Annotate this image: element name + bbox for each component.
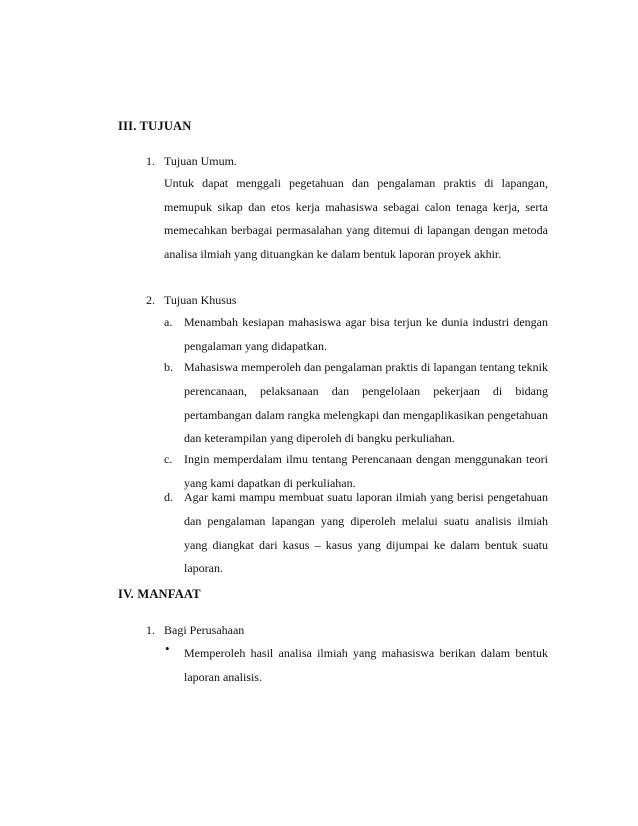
item-title-tujuan-khusus: Tujuan Khusus [164, 293, 237, 307]
list-item-text: Menambah kesiapan mahasiswa agar bisa terjun ke dunia industri dengan pengalaman yang didapatkan. [184, 315, 548, 353]
section-heading-manfaat: IV. MANFAAT [118, 587, 201, 601]
paragraph-tujuan-umum: Untuk dapat menggali pegetahuan dan pengalaman praktis di lapangan, memupuk sikap dan etos kerja mahasiswa sebagai calon tenaga kerja, serta memecahkan berbagai permasalahan yang ditemui di lapangan dengan metoda analisa ilmiah yang dituangkan ke dalam bentuk laporan proyek akhir. [164, 176, 548, 261]
list-item-text: Ingin memperdalam ilmu tentang Perencanaan dengan menggunakan teori yang kami dapatkan di perkuliahan. [184, 452, 548, 490]
list-item-letter: a. [164, 315, 173, 329]
list-item-text: Mahasiswa memperoleh dan pengalaman praktis di lapangan tentang teknik perencanaan, pelaksanaan dan pengelolaan pekerjaan di bidang pertambangan dalam rangka melengkapi dan mengaplikasikan pengetahuan dan keterampilan yang diperoleh di bangku perkuliahan. [184, 360, 548, 446]
item-number: 1. [146, 154, 155, 168]
bullet-icon: • [165, 641, 170, 656]
item-title-bagi-perusahaan: Bagi Perusahaan [164, 623, 245, 637]
item-number: 1. [146, 623, 155, 637]
section-heading-tujuan: III. TUJUAN [118, 119, 192, 133]
list-item-letter: d. [164, 490, 173, 504]
item-number: 2. [146, 293, 155, 307]
list-item-letter: c. [164, 452, 173, 466]
list-item-text: Agar kami mampu membuat suatu laporan ilmiah yang berisi pengetahuan dan pengalaman lapangan yang diperoleh melalui suatu analisis ilmiah yang diangkat dari kasus – kasus yang dijumpai ke dalam bentuk suatu laporan. [184, 490, 548, 576]
item-title-tujuan-umum: Tujuan Umum. [164, 154, 237, 168]
list-item-letter: b. [164, 360, 173, 374]
bullet-text: Memperoleh hasil analisa ilmiah yang mahasiswa berikan dalam bentuk laporan analisis. [184, 646, 548, 684]
